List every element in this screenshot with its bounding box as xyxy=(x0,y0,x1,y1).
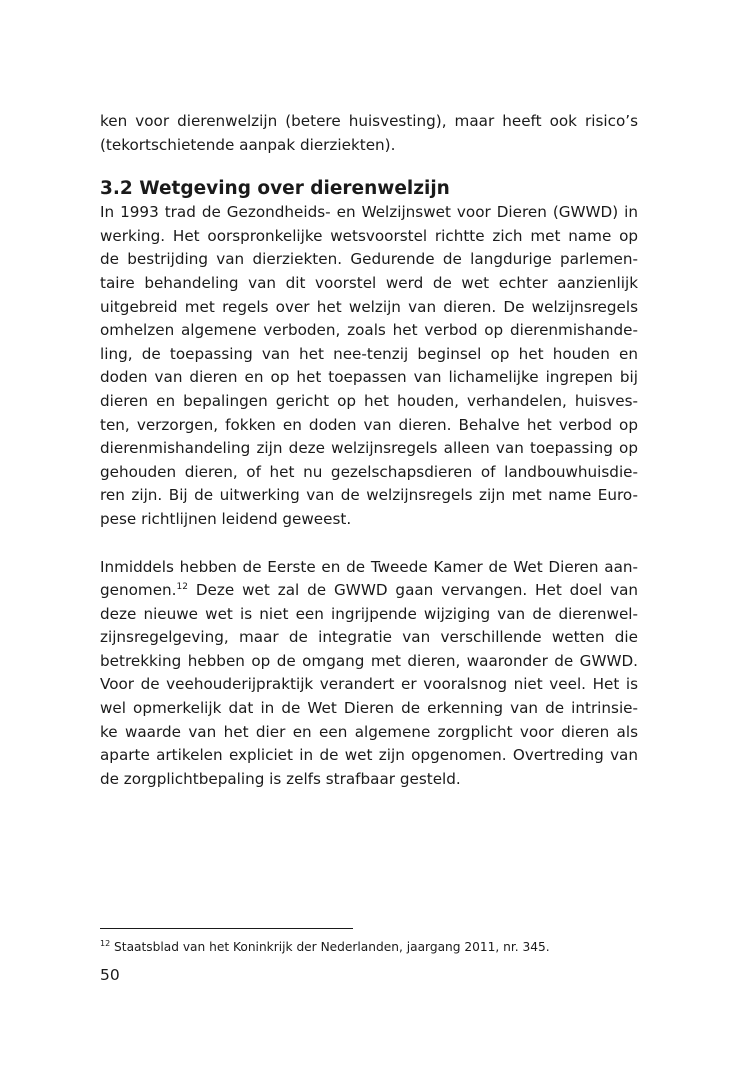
text-line: dierenmishandeling zijn deze welzijnsregels alleen van toepassing op xyxy=(100,439,638,458)
text-fragment: genomen. xyxy=(100,581,177,600)
text-line: ren zijn. Bij de uitwerking van de welzijnsregels zijn met name Euro- xyxy=(100,486,638,505)
text-line: de bestrijding van dierziekten. Gedurende de langdurige parlemen- xyxy=(100,250,638,269)
text-line: aparte artikelen expliciet in de wet zijn opgenomen. Overtreding van xyxy=(100,746,638,765)
text-line: zijnsregelgeving, maar de integratie van verschillende wetten die xyxy=(100,628,638,647)
page-number: 50 xyxy=(100,966,120,984)
paragraph-gwwd xyxy=(100,201,638,531)
text-line: omhelzen algemene verboden, zoals het verbod op dierenmishande- xyxy=(100,321,638,340)
text-line: ke waarde van het dier en een algemene zorgplicht voor dieren als xyxy=(100,722,638,741)
text-line: gehouden dieren, of het nu gezelschapsdieren of landbouwhuisdie- xyxy=(100,462,638,481)
text-line: (tekortschietende aanpak dierziekten). xyxy=(100,135,396,154)
text-line: taire behandeling van dit voorstel werd de wet echter aanzienlijk xyxy=(100,273,638,292)
intro-paragraph xyxy=(100,110,638,157)
text-fragment: Deze wet zal de GWWD gaan vervangen. Het doel van xyxy=(187,581,638,600)
footnote xyxy=(100,938,638,956)
text-line: In 1993 trad de Gezondheids- en Welzijnswet voor Dieren (GWWD) in xyxy=(100,203,638,222)
text-line: Inmiddels hebben de Eerste en de Tweede Kamer de Wet Dieren aan- xyxy=(100,557,638,576)
text-line: werking. Het oorspronkelijke wetsvoorstel richtte zich met name op xyxy=(100,226,638,245)
text-line: ten, verzorgen, fokken en doden van dieren. Behalve het verbod op xyxy=(100,415,638,434)
footnote-marker: 12 xyxy=(100,939,111,948)
paragraph-wet-dieren xyxy=(100,556,638,792)
page-body xyxy=(100,110,638,791)
footnote-text: Staatsblad van het Koninkrijk der Nederlanden, jaargang 2011, nr. 345. xyxy=(110,940,550,954)
text-line: pese richtlijnen leidend geweest. xyxy=(100,509,352,528)
text-line: wel opmerkelijk dat in de Wet Dieren de erkenning van de intrinsie- xyxy=(100,699,638,718)
footnote-reference[interactable]: 12 xyxy=(176,582,188,593)
text-line: betrekking hebben op de omgang met dieren, waaronder de GWWD. xyxy=(100,651,638,670)
text-line: Voor de veehouderijpraktijk verandert er vooralsnog niet veel. Het is xyxy=(100,675,638,694)
section-heading: 3.2 Wetgeving over dierenwelzijn xyxy=(100,178,450,200)
text-line: uitgebreid met regels over het welzijn van dieren. De welzijnsregels xyxy=(100,297,638,316)
text-line: dieren en bepalingen gericht op het houden, verhandelen, huisves- xyxy=(100,391,638,410)
text-line: doden van dieren en op het toepassen van lichamelijke ingrepen bij xyxy=(100,368,638,387)
paragraph-spacer xyxy=(100,532,638,556)
text-line: ken voor dierenwelzijn (betere huisvesting), maar heeft ook risico’s xyxy=(100,112,638,130)
text-line: de zorgplichtbepaling is zelfs strafbaar gesteld. xyxy=(100,769,461,788)
text-line-with-footnote xyxy=(100,579,638,603)
footnote-divider xyxy=(100,928,353,929)
text-line: deze nieuwe wet is niet een ingrijpende wijziging van de dierenwel- xyxy=(100,604,638,623)
text-line: ling, de toepassing van het nee-tenzij beginsel op het houden en xyxy=(100,344,638,363)
